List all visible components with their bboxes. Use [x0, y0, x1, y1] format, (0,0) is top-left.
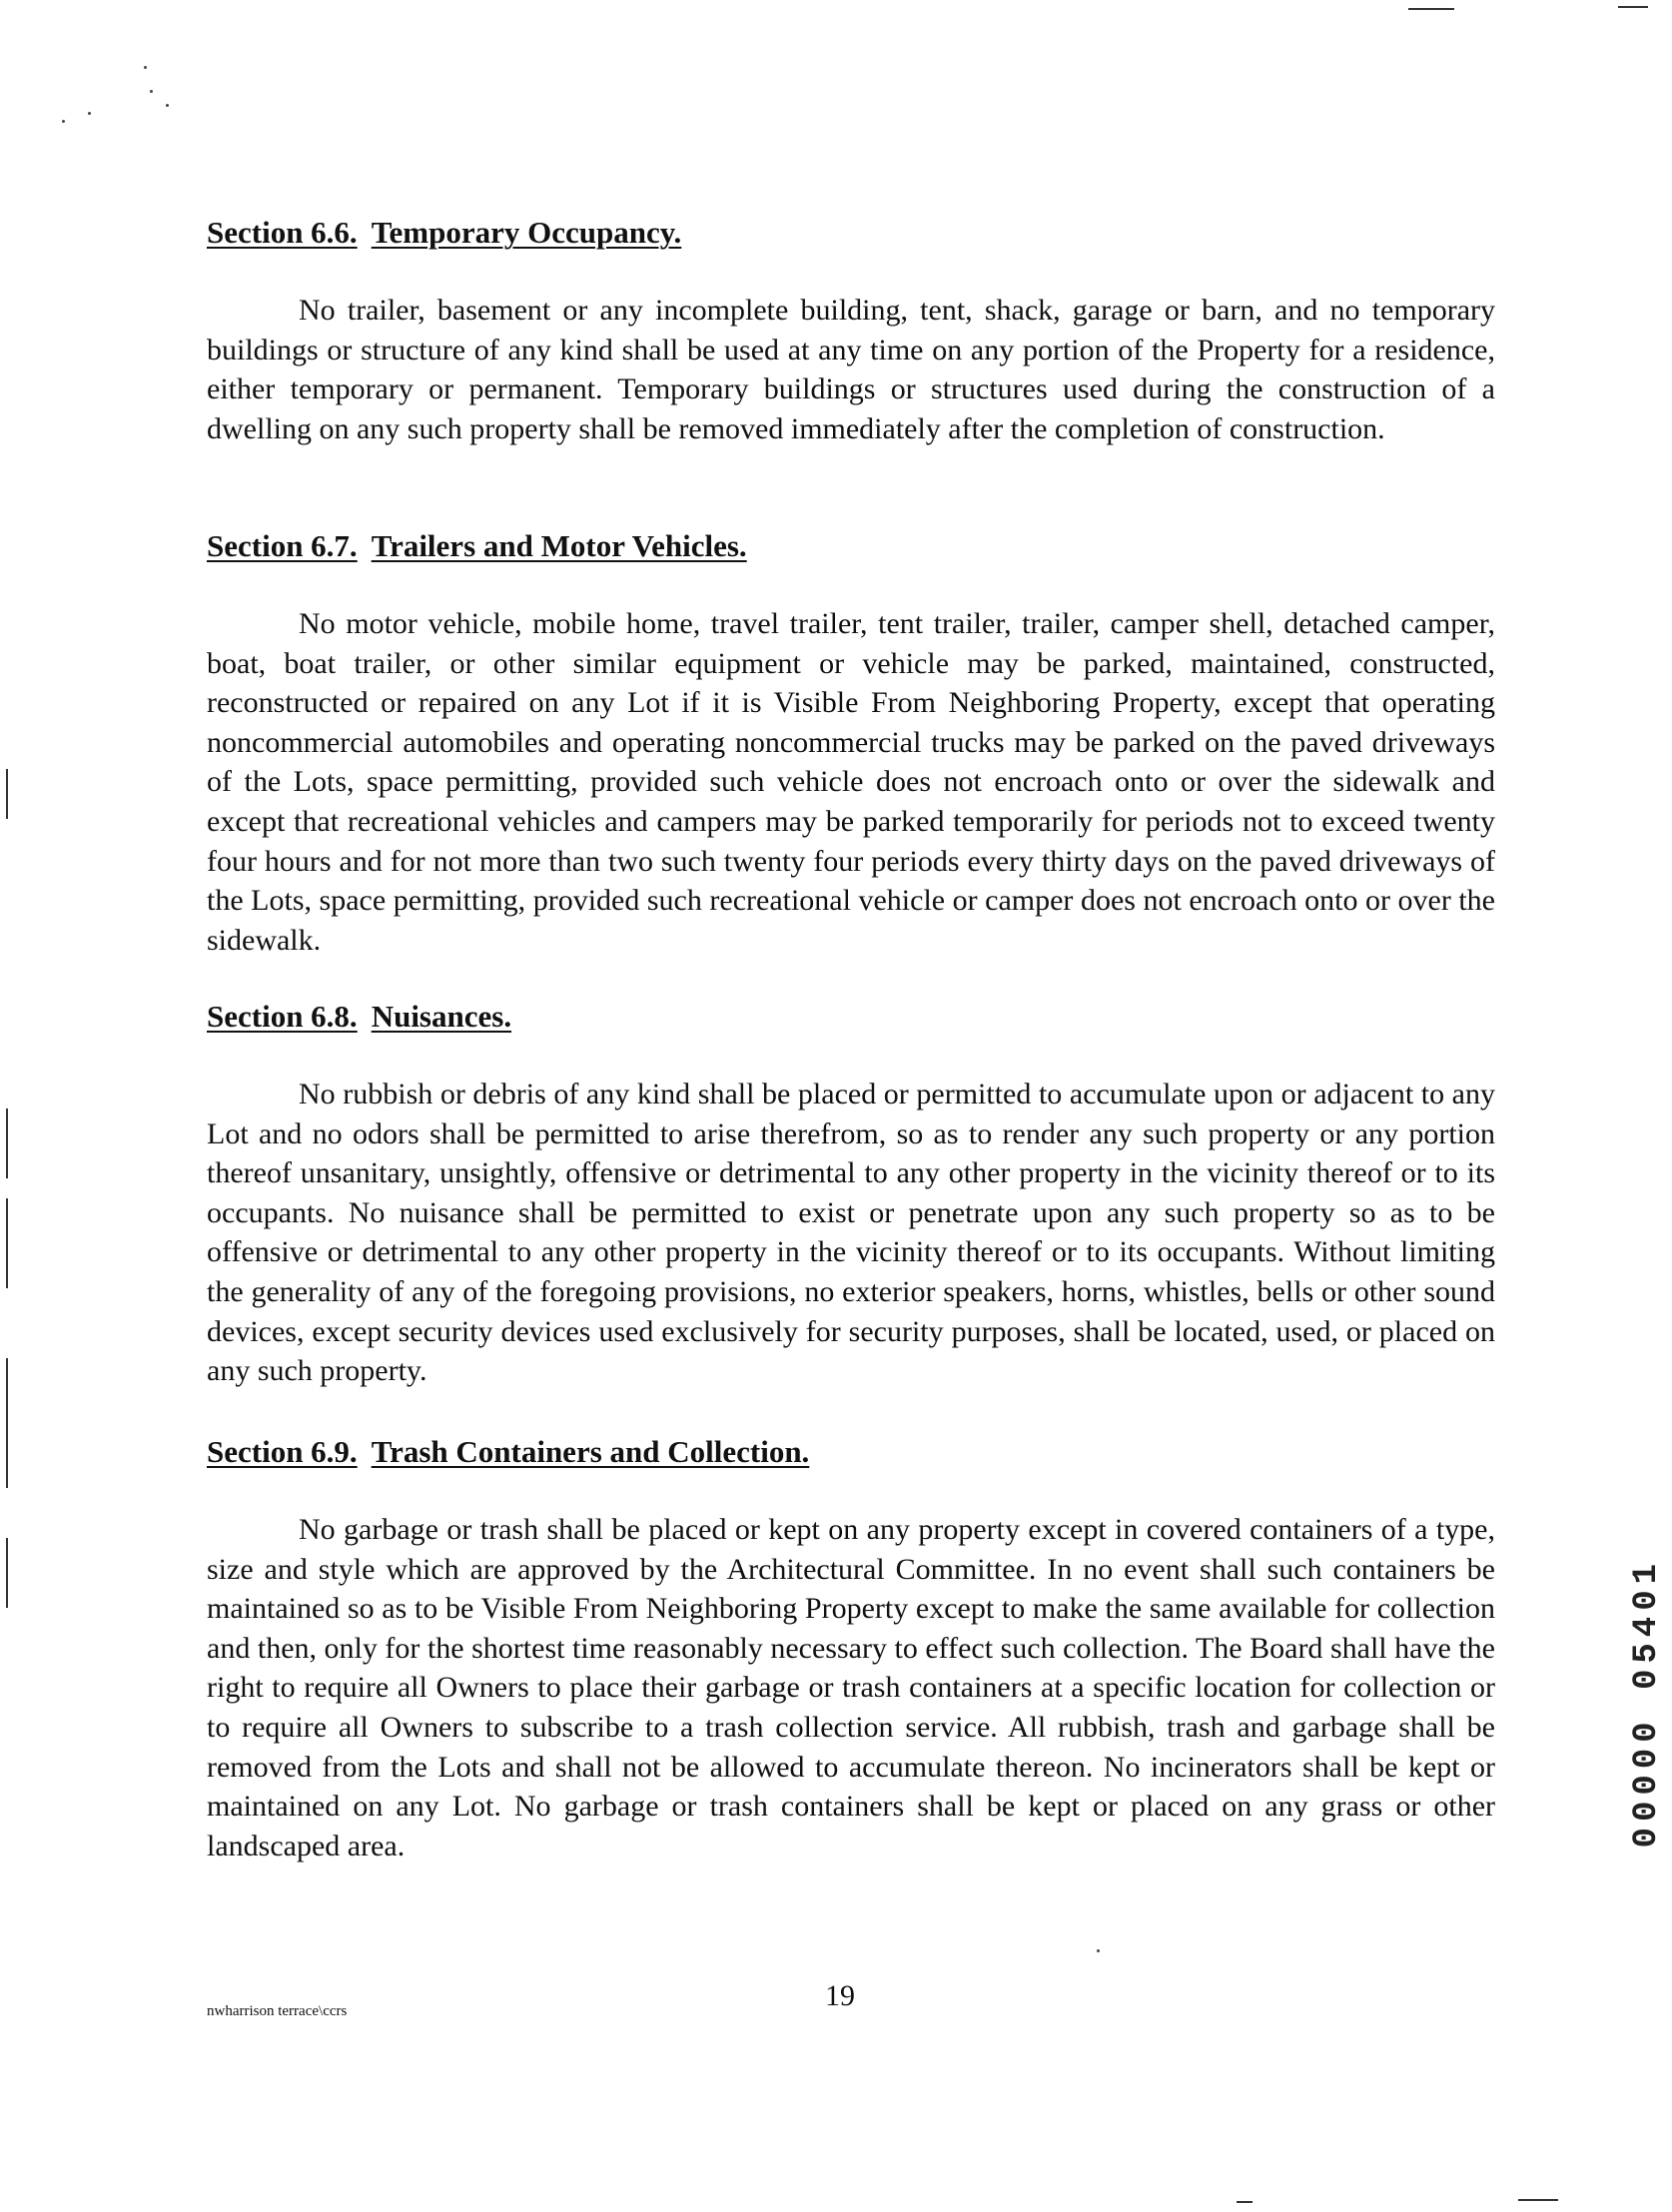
- scan-speck: [62, 120, 65, 123]
- section-title: Trailers and Motor Vehicles.: [371, 528, 747, 563]
- section-body: No motor vehicle, mobile home, travel trailer, tent trailer, trailer, camper shell, detached camper, boat, boat trailer, or other similar equipment or vehicle may be parked, maintained, constructed, reconstructed or repaired on any Lot if it is Visible From Neighboring Property, except that operating noncommercial automobiles and operating noncommercial trucks may be parked on the paved driveways of the Lots, space permitting, provided such vehicle does not encroach onto or over the sidewalk and except that recreational vehicles and campers may be parked temporarily for periods not to exceed twenty four hours and for not more than two such twenty four periods every thirty days on the paved driveways of the Lots, space permitting, provided such recreational vehicle or camper does not encroach onto or over the sidewalk.: [207, 607, 1495, 957]
- section-heading: [207, 997, 1495, 1037]
- footer-file-path: nwharrison terrace\ccrs: [207, 2003, 348, 2019]
- page-number: 19: [825, 1979, 855, 2012]
- section-heading: [207, 1432, 1495, 1472]
- section-heading: [207, 526, 1495, 566]
- scan-speck: [88, 112, 91, 115]
- scan-line: [6, 1108, 8, 1178]
- scan-line: [6, 1198, 8, 1288]
- section-title: Temporary Occupancy.: [371, 215, 682, 250]
- section-6-6: [207, 213, 1495, 448]
- scan-line: [1518, 2199, 1558, 2201]
- section-number: Section 6.9.: [207, 1434, 358, 1469]
- section-body: No garbage or trash shall be placed or kept on any property except in covered containers of a type, size and style which are approved by the Architectural Committee. In no event shall such containers be maintained so as to be Visible From Neighboring Property except to make the same available for collection and then, only for the shortest time reasonably necessary to effect such collection. The Board shall have the right to require all Owners to place their garbage or trash containers at a specific location for collection or to require all Owners to subscribe to a trash collection service. All rubbish, trash and garbage shall be removed from the Lots and shall not be allowed to accumulate thereon. No incinerators shall be kept or maintained on any Lot. No garbage or trash containers shall be kept or placed on any grass or other landscaped area.: [207, 1513, 1495, 1862]
- scan-speck: [1097, 1949, 1100, 1952]
- recording-stamp: [1628, 1558, 1668, 1937]
- scan-line: [6, 769, 8, 819]
- scan-line: [6, 1538, 8, 1608]
- section-number: Section 6.8.: [207, 999, 358, 1034]
- scan-speck: [144, 66, 147, 69]
- section-number: Section 6.6.: [207, 215, 358, 250]
- scan-line: [1618, 6, 1648, 8]
- scan-speck: [150, 90, 153, 93]
- section-number: Section 6.7.: [207, 528, 358, 563]
- scan-line: [1237, 2201, 1253, 2203]
- section-6-7: [207, 526, 1495, 960]
- section-title: Trash Containers and Collection.: [371, 1434, 810, 1469]
- section-6-9: [207, 1432, 1495, 1865]
- scan-line: [1408, 8, 1454, 10]
- recording-stamp-text: 00000 05401: [1628, 1558, 1666, 1848]
- section-6-8: [207, 997, 1495, 1391]
- section-body: No trailer, basement or any incomplete building, tent, shack, garage or barn, and no temporary buildings or structure of any kind shall be used at any time on any portion of the Property for a residence, either temporary or permanent. Temporary buildings or structures used during the construction of a dwelling on any such property shall be removed immediately after the completion of construction.: [207, 294, 1495, 445]
- section-heading: [207, 213, 1495, 253]
- section-body: No rubbish or debris of any kind shall be placed or permitted to accumulate upon or adjacent to any Lot and no odors shall be permitted to arise therefrom, so as to render any such property or any portion thereof unsanitary, unsightly, offensive or detrimental to any other property in the vicinity thereof or to its occupants. No nuisance shall be permitted to exist or penetrate upon any such property so as to be offensive or detrimental to any other property in the vicinity thereof or to its occupants. Without limiting the generality of any of the foregoing provisions, no exterior speakers, horns, whistles, bells or other sound devices, except security devices used exclusively for security purposes, shall be located, used, or placed on any such property.: [207, 1078, 1495, 1388]
- scan-speck: [166, 104, 169, 107]
- scan-line: [6, 1358, 8, 1488]
- section-title: Nuisances.: [371, 999, 512, 1034]
